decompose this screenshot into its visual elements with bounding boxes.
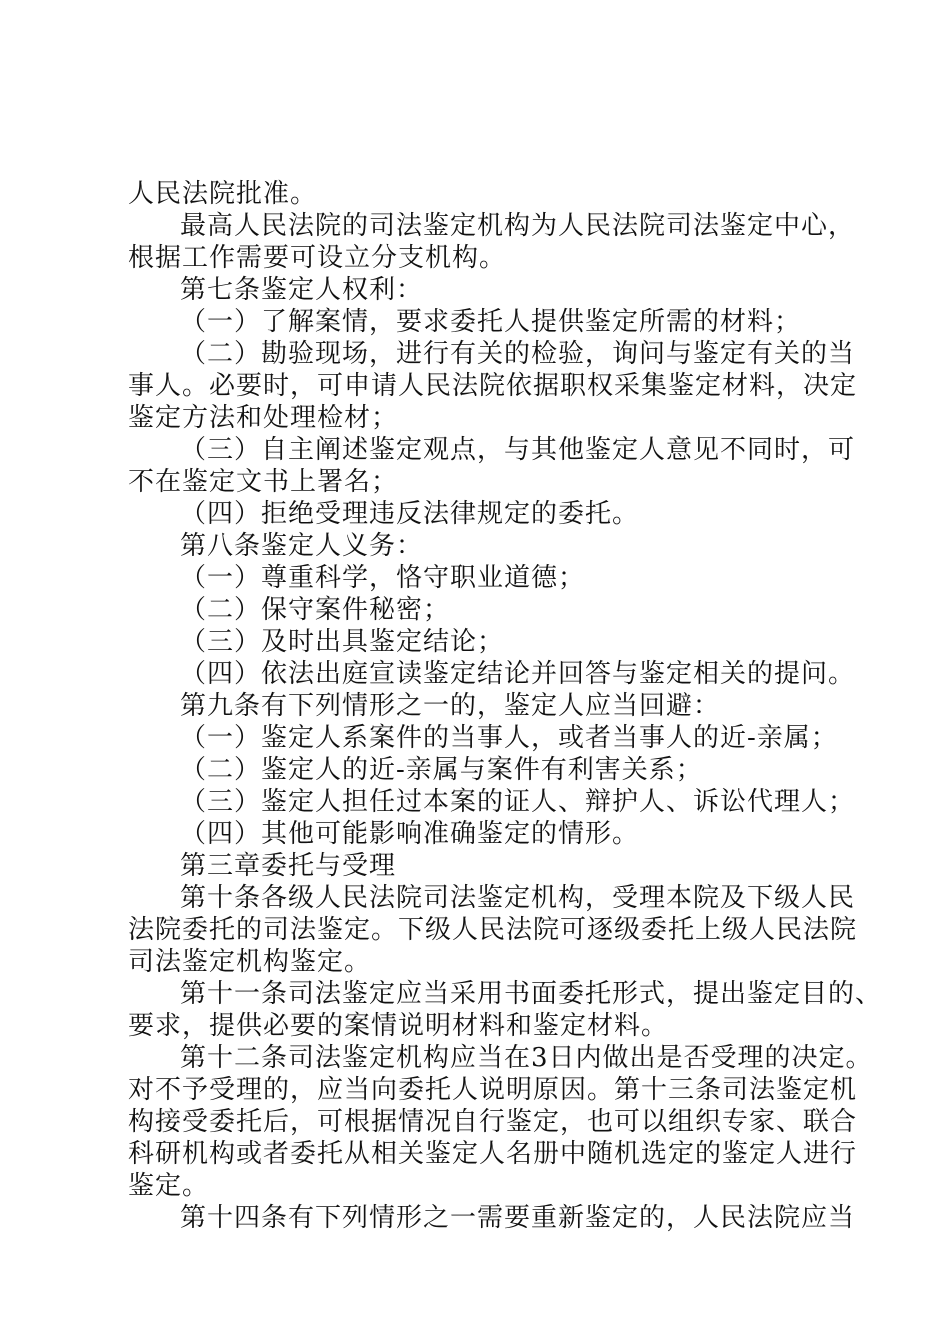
text-line: 根据工作需要可设立分支机构。 [128,243,507,273]
section-heading: 第七条鉴定人权利： [180,275,424,305]
section-heading: 第八条鉴定人义务： [180,531,424,561]
text-line: 第十四条有下列情形之一需要重新鉴定的，人民法院应当 [180,1203,856,1233]
list-item: （一）鉴定人系案件的当事人，或者当事人的近-亲属； [180,723,838,753]
section-heading: 第九条有下列情形之一的，鉴定人应当回避： [180,691,721,721]
text-line: 鉴定方法和处理检材； [128,403,399,433]
list-item: （四）依法出庭宣读鉴定结论并回答与鉴定相关的提问。 [180,659,856,689]
text-line: 人民法院批准。 [128,179,318,209]
text-line: 事人。必要时，可申请人民法院依据职权采集鉴定材料，决定 [128,371,858,401]
text-line: 科研机构或者委托从相关鉴定人名册中随机选定的鉴定人进行 [128,1139,858,1169]
list-item: （四）其他可能影响准确鉴定的情形。 [180,819,640,849]
text-line: 司法鉴定机构鉴定。 [128,947,372,977]
list-item: （一）了解案情，要求委托人提供鉴定所需的材料； [180,307,802,337]
text-line: 法院委托的司法鉴定。下级人民法院可逐级委托上级人民法院 [128,915,858,945]
text-line: 要求，提供必要的案情说明材料和鉴定材料。 [128,1011,669,1041]
list-item: （三）及时出具鉴定结论； [180,627,505,657]
list-item: （四）拒绝受理违反法律规定的委托。 [180,499,640,529]
text-line: 第十二条司法鉴定机构应当在3日内做出是否受理的决定。 [180,1043,873,1073]
text-line: 鉴定。 [128,1171,210,1201]
text-line: 最高人民法院的司法鉴定机构为人民法院司法鉴定中心， [180,211,856,241]
list-item: （二）勘验现场，进行有关的检验，询问与鉴定有关的当 [180,339,856,369]
text-line: 构接受委托后，可根据情况自行鉴定，也可以组织专家、联合 [128,1107,858,1137]
text-line: 第十一条司法鉴定应当采用书面委托形式，提出鉴定目的、 [180,979,883,1009]
list-item: （二）鉴定人的近-亲属与案件有利害关系； [180,755,703,785]
chapter-heading: 第三章委托与受理 [180,851,397,881]
list-item: （三）自主阐述鉴定观点，与其他鉴定人意见不同时，可 [180,435,856,465]
text-line: 不在鉴定文书上署名； [128,467,399,497]
list-item: （二）保守案件秘密； [180,595,451,625]
text-line: 第十条各级人民法院司法鉴定机构，受理本院及下级人民 [180,883,856,913]
list-item: （一）尊重科学，恪守职业道德； [180,563,586,593]
list-item: （三）鉴定人担任过本案的证人、辩护人、诉讼代理人； [180,787,856,817]
text-line: 对不予受理的，应当向委托人说明原因。第十三条司法鉴定机 [128,1075,858,1105]
